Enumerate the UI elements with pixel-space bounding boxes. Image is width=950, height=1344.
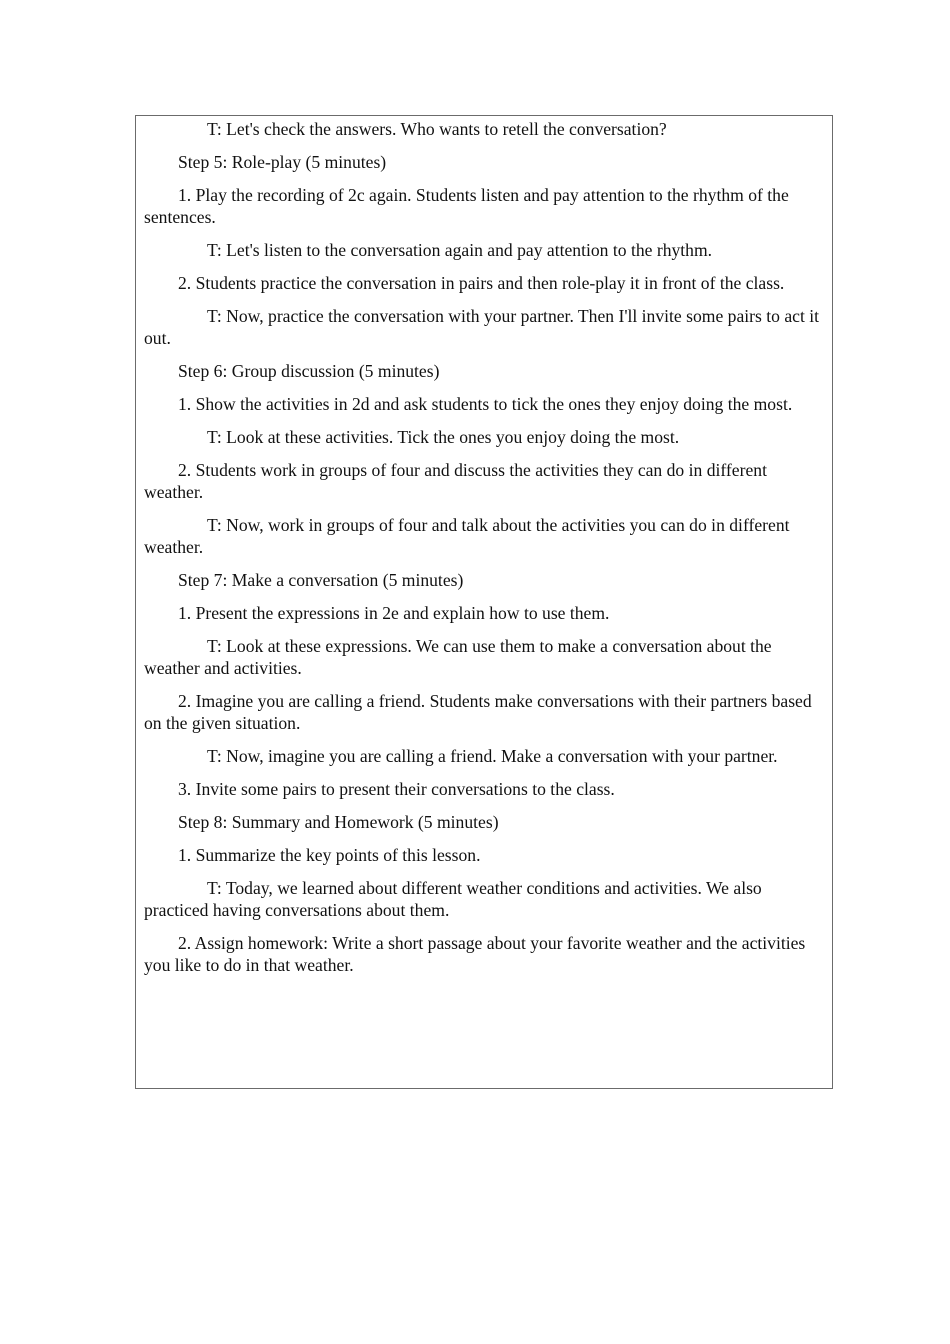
procedure-item: 2. Students practice the conversation in pairs and then role-play it in front of the class. xyxy=(178,273,785,293)
procedure-item: 3. Invite some pairs to present their conversations to the class. xyxy=(178,779,615,799)
teacher-line: T: Today, we learned about different weather conditions and activities. We also practiced having conversations about them. xyxy=(144,878,762,920)
procedure-item: 1. Show the activities in 2d and ask students to tick the ones they enjoy doing the most. xyxy=(178,394,793,414)
step-heading: Step 6: Group discussion (5 minutes) xyxy=(178,361,440,381)
procedure-item: 2. Students work in groups of four and discuss the activities they can do in different weather. xyxy=(144,460,767,502)
step-heading: Step 8: Summary and Homework (5 minutes) xyxy=(178,812,499,832)
procedure-item: 1. Summarize the key points of this lesson. xyxy=(178,845,481,865)
procedure-item: 1. Present the expressions in 2e and explain how to use them. xyxy=(178,603,610,623)
step-heading: Step 5: Role-play (5 minutes) xyxy=(178,152,387,172)
teacher-line: T: Look at these activities. Tick the ones you enjoy doing the most. xyxy=(207,427,680,447)
lesson-plan-table-cell xyxy=(135,115,833,1089)
procedure-item: 1. Play the recording of 2c again. Students listen and pay attention to the rhythm of the sentences. xyxy=(144,185,789,227)
procedure-item: 2. Imagine you are calling a friend. Students make conversations with their partners based on the given situation. xyxy=(144,691,812,733)
teacher-line: T: Now, imagine you are calling a friend. Make a conversation with your partner. xyxy=(207,746,778,766)
teacher-line: T: Now, practice the conversation with your partner. Then I'll invite some pairs to act it out. xyxy=(144,306,820,348)
teacher-line: T: Now, work in groups of four and talk about the activities you can do in different weather. xyxy=(144,515,790,557)
teacher-line: T: Let's check the answers. Who wants to retell the conversation? xyxy=(207,119,667,139)
lesson-plan-content xyxy=(136,116,832,976)
teacher-line: T: Look at these expressions. We can use them to make a conversation about the weather and activities. xyxy=(144,636,772,678)
teacher-line: T: Let's listen to the conversation again and pay attention to the rhythm. xyxy=(207,240,713,260)
procedure-item: 2. Assign homework: Write a short passage about your favorite weather and the activities you like to do in that weather. xyxy=(144,933,806,975)
step-heading: Step 7: Make a conversation (5 minutes) xyxy=(178,570,464,590)
